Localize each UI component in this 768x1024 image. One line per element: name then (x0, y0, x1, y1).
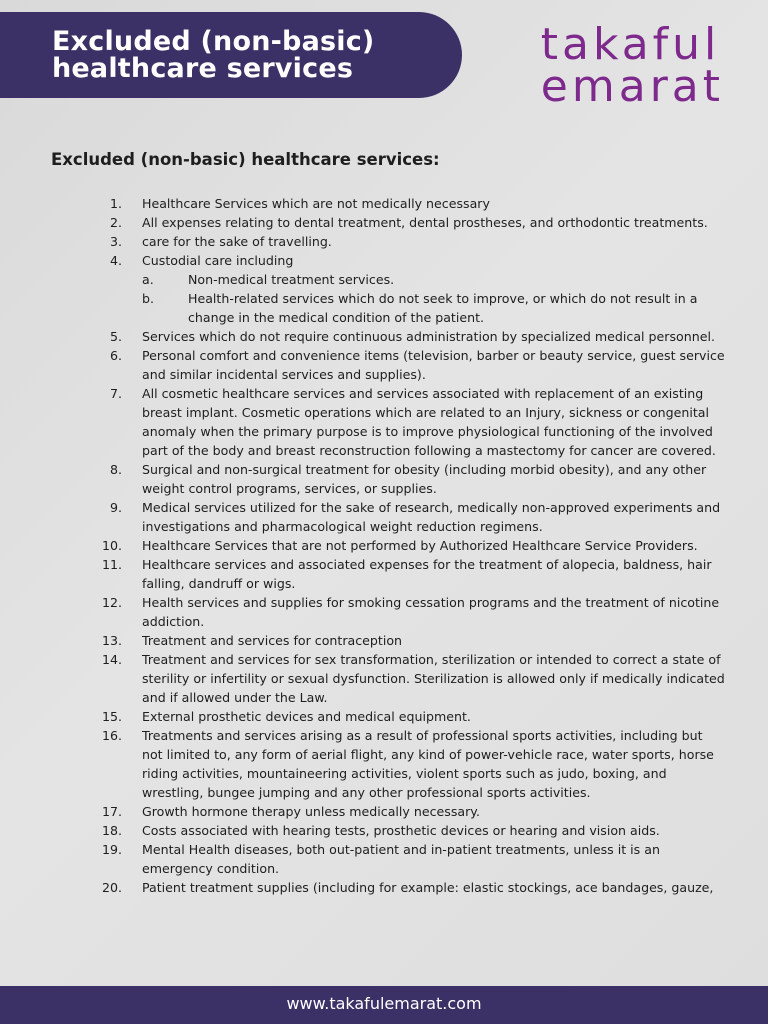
list-item (96, 650, 726, 707)
item-number: 13. (101, 633, 122, 648)
item-number: 1. (109, 196, 122, 211)
item-number: 15. (101, 709, 122, 724)
takaful-emarat-logo (540, 19, 724, 112)
list-item (96, 498, 726, 536)
item-text: Services which do not require continuous administration by specialized medical personnel. (142, 329, 715, 344)
item-number: 8. (109, 462, 122, 477)
item-text: Surgical and non-surgical treatment for obesity (including morbid obesity), and any other weight control programs, services, or supplies. (142, 462, 707, 496)
item-number: 10. (101, 538, 122, 553)
sub-list (142, 270, 726, 327)
item-text: Health services and supplies for smoking cessation programs and the treatment of nicotine addiction. (142, 595, 720, 629)
item-text: Treatment and services for contraception (142, 633, 403, 648)
item-text: Healthcare services and associated expenses for the treatment of alopecia, baldness, hair falling, dandruff or wigs. (142, 557, 712, 591)
item-number: 5. (109, 329, 122, 344)
list-item (96, 460, 726, 498)
list-item (96, 821, 726, 840)
exclusions-list (96, 194, 726, 897)
item-text: Treatments and services arising as a result of professional sports activities, including but not limited to, any form of aerial flight, any kind of power-vehicle race, water sports, horse riding activities, mountaineering activities, violent sports such as judo, boxing, and wrestling, bungee jumping and any other professional sports activities. (142, 728, 714, 800)
sub-item-letter: a. (142, 272, 154, 287)
list-item (96, 327, 726, 346)
list-item (96, 802, 726, 821)
item-text: All expenses relating to dental treatment, dental prostheses, and orthodontic treatments. (142, 215, 708, 230)
website-link[interactable]: www.takafulemarat.com (286, 994, 482, 1013)
item-text: Healthcare Services that are not performed by Authorized Healthcare Service Providers. (142, 538, 698, 553)
item-text: All cosmetic healthcare services and services associated with replacement of an existing breast implant. Cosmetic operations which are related to an Injury, sickness or congenital anomaly when the primary purpose is to improve physiological functioning of the involved part of the body and breast reconstruction following a mastectomy for cancer are covered. (142, 386, 716, 458)
item-text: Personal comfort and convenience items (television, barber or beauty service, guest service and similar incidental services and supplies). (142, 348, 725, 382)
list-item (96, 726, 726, 802)
footer-bar (0, 986, 768, 1024)
item-number: 11. (101, 557, 122, 572)
list-item (96, 840, 726, 878)
item-number: 3. (109, 234, 122, 249)
list-item (96, 631, 726, 650)
sub-list-item (142, 270, 726, 289)
item-number: 2. (109, 215, 122, 230)
list-item (96, 555, 726, 593)
logo-line-1: takaful (540, 19, 721, 70)
item-number: 17. (101, 804, 122, 819)
item-number: 7. (109, 386, 122, 401)
list-item (96, 346, 726, 384)
list-item (96, 707, 726, 726)
list-item (96, 251, 726, 327)
list-item (96, 384, 726, 460)
list-item (96, 878, 726, 897)
item-text: Patient treatment supplies (including for example: elastic stockings, ace bandages, gauze, (142, 880, 714, 895)
item-text: care for the sake of travelling. (142, 234, 332, 249)
item-number: 9. (109, 500, 122, 515)
sub-item-text: Health-related services which do not seek to improve, or which do not result in a change in the medical condition of the patient. (188, 291, 698, 325)
item-number: 6. (109, 348, 122, 363)
list-item (96, 536, 726, 555)
item-text: External prosthetic devices and medical equipment. (142, 709, 471, 724)
item-number: 4. (109, 253, 122, 268)
item-text: Healthcare Services which are not medically necessary (142, 196, 490, 211)
section-heading: Excluded (non-basic) healthcare services: (51, 150, 440, 169)
item-number: 19. (101, 842, 122, 857)
item-text: Custodial care including (142, 253, 294, 268)
item-text: Medical services utilized for the sake of research, medically non-approved experiments and investigations and pharmacological weight reduction regimens. (142, 500, 721, 534)
item-text: Treatment and services for sex transformation, sterilization or intended to correct a state of sterility or infertility or sexual dysfunction. Sterilization is allowed only if medically indicated and if allowed under the Law. (142, 652, 725, 705)
logo-line-2: emarat (540, 61, 724, 112)
item-number: 16. (101, 728, 122, 743)
list-item (96, 194, 726, 213)
sub-item-text: Non-medical treatment services. (188, 272, 395, 287)
item-number: 14. (101, 652, 122, 667)
list-item (96, 213, 726, 232)
item-number: 20. (101, 880, 122, 895)
header-banner (0, 12, 462, 98)
page-title: Excluded (non-basic) healthcare services (52, 26, 375, 84)
list-item (96, 232, 726, 251)
item-text: Costs associated with hearing tests, prosthetic devices or hearing and vision aids. (142, 823, 660, 838)
sub-list-item (142, 289, 726, 327)
list-item (96, 593, 726, 631)
sub-item-letter: b. (142, 291, 154, 306)
item-text: Mental Health diseases, both out-patient and in-patient treatments, unless it is an emergency condition. (142, 842, 660, 876)
item-text: Growth hormone therapy unless medically necessary. (142, 804, 480, 819)
item-number: 12. (101, 595, 122, 610)
item-number: 18. (101, 823, 122, 838)
